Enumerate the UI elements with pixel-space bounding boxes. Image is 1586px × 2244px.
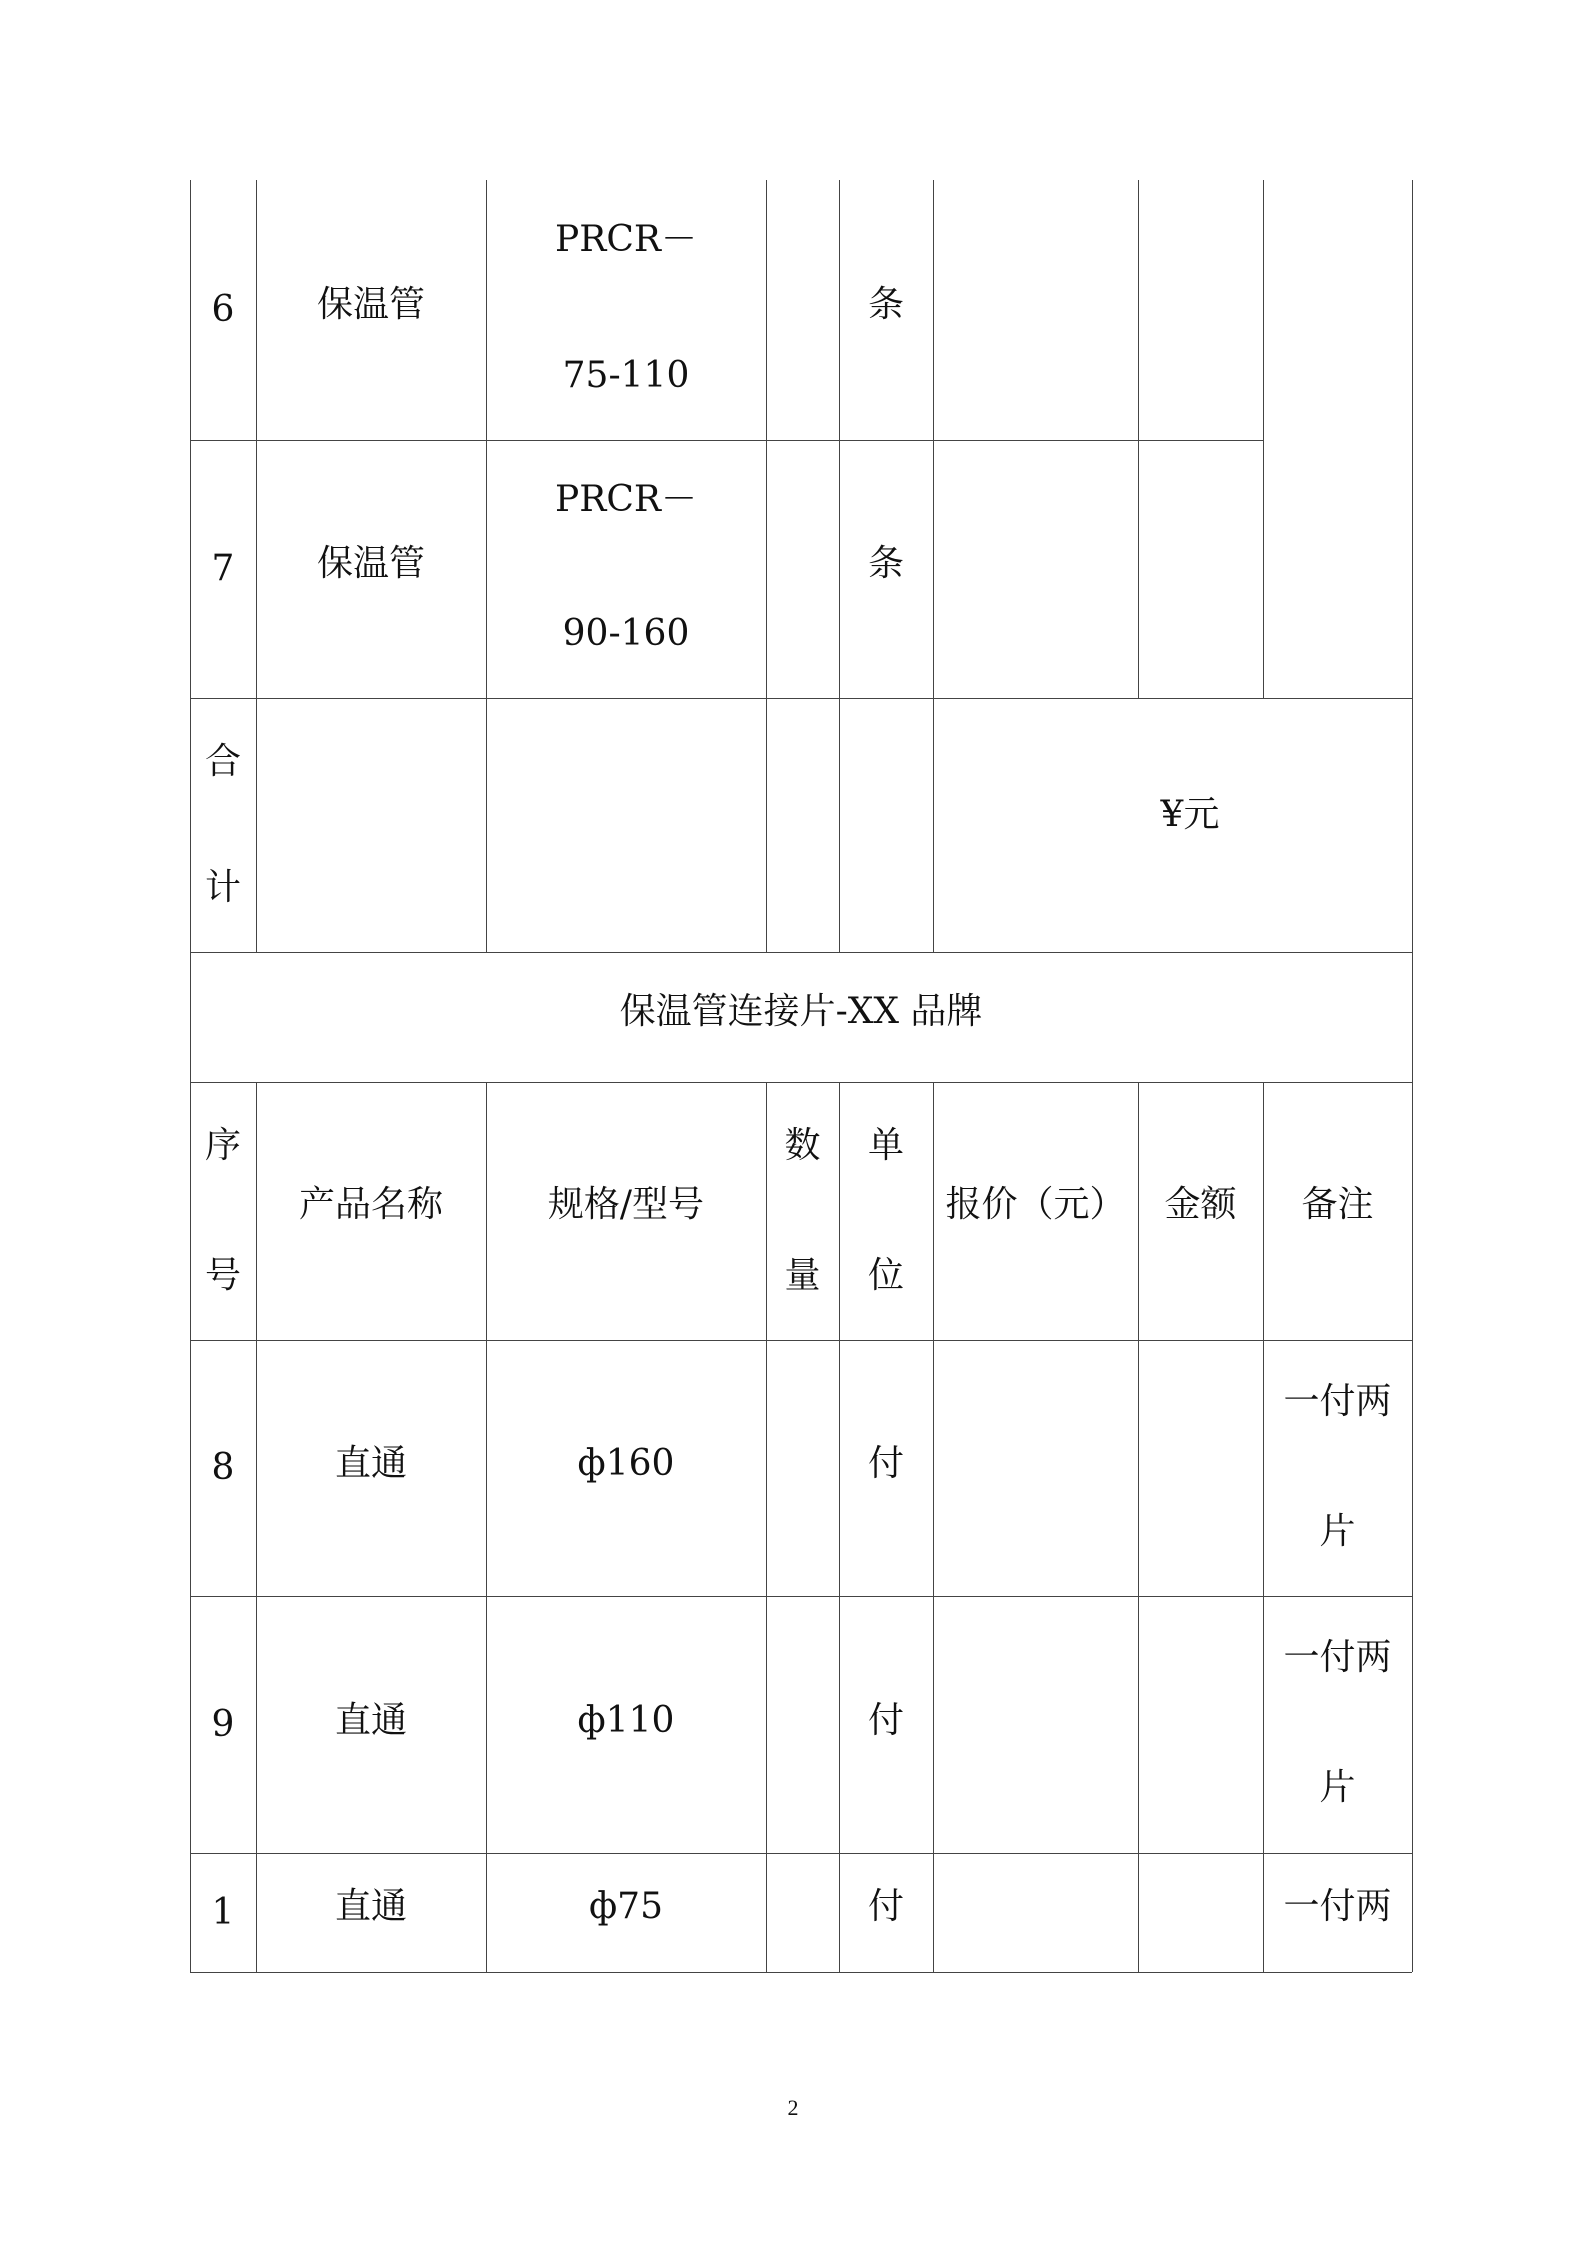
row-number: 1 — [211, 1891, 235, 1933]
row-number: 9 — [211, 1703, 235, 1745]
unit-cell: 付 — [867, 1885, 904, 1927]
product-name: 直通 — [334, 1443, 407, 1484]
spec-line: 90-160 — [562, 613, 690, 654]
remark-cell: 一付两 — [1283, 1885, 1392, 1927]
header-qty — [766, 1125, 839, 1296]
row-number: 8 — [211, 1447, 235, 1488]
remark-line: 一付两 — [1283, 1637, 1392, 1678]
header-amount: 金额 — [1164, 1184, 1237, 1225]
product-spec: ф160 — [577, 1443, 675, 1484]
total-label — [190, 741, 256, 908]
remark-cell — [1263, 1637, 1412, 1808]
spec-line: PRCR－ — [555, 219, 697, 260]
product-spec: ф75 — [589, 1885, 663, 1927]
header-spec: 规格/型号 — [547, 1184, 705, 1225]
unit-cell: 付 — [867, 1443, 904, 1484]
product-name: 直通 — [334, 1885, 407, 1927]
unit-cell: 付 — [867, 1699, 904, 1741]
header-char: 位 — [867, 1255, 904, 1296]
product-name: 保温管 — [316, 284, 425, 325]
page-number: 2 — [787, 2095, 799, 2120]
section-title: 保温管连接片-XX 品牌 — [619, 991, 983, 1032]
total-amount: ¥元 — [1160, 794, 1220, 835]
header-no — [190, 1125, 256, 1296]
spec-line: 75-110 — [562, 355, 690, 396]
header-char: 数 — [784, 1125, 821, 1166]
remark-cell — [1263, 1381, 1412, 1552]
remark-line: 片 — [1319, 1511, 1356, 1552]
header-unit — [839, 1125, 933, 1296]
header-char: 单 — [867, 1125, 904, 1166]
product-spec — [486, 219, 766, 396]
header-char: 序 — [204, 1125, 241, 1166]
header-name: 产品名称 — [298, 1184, 443, 1225]
unit-cell: 条 — [867, 284, 904, 325]
total-label-char: 合 — [204, 741, 241, 782]
remark-line: 片 — [1319, 1767, 1356, 1808]
row-number: 6 — [211, 289, 235, 330]
header-char: 号 — [204, 1255, 241, 1296]
spec-line: PRCR－ — [555, 479, 697, 520]
header-char: 量 — [784, 1255, 821, 1296]
product-spec — [486, 479, 766, 654]
product-name: 保温管 — [316, 543, 425, 584]
product-name: 直通 — [334, 1699, 407, 1741]
header-remark: 备注 — [1301, 1184, 1374, 1225]
product-spec: ф110 — [577, 1699, 675, 1741]
header-price: 报价（元） — [945, 1184, 1126, 1225]
remark-line: 一付两 — [1283, 1381, 1392, 1422]
unit-cell: 条 — [867, 543, 904, 584]
total-label-char: 计 — [204, 867, 241, 908]
row-number: 7 — [211, 548, 235, 589]
